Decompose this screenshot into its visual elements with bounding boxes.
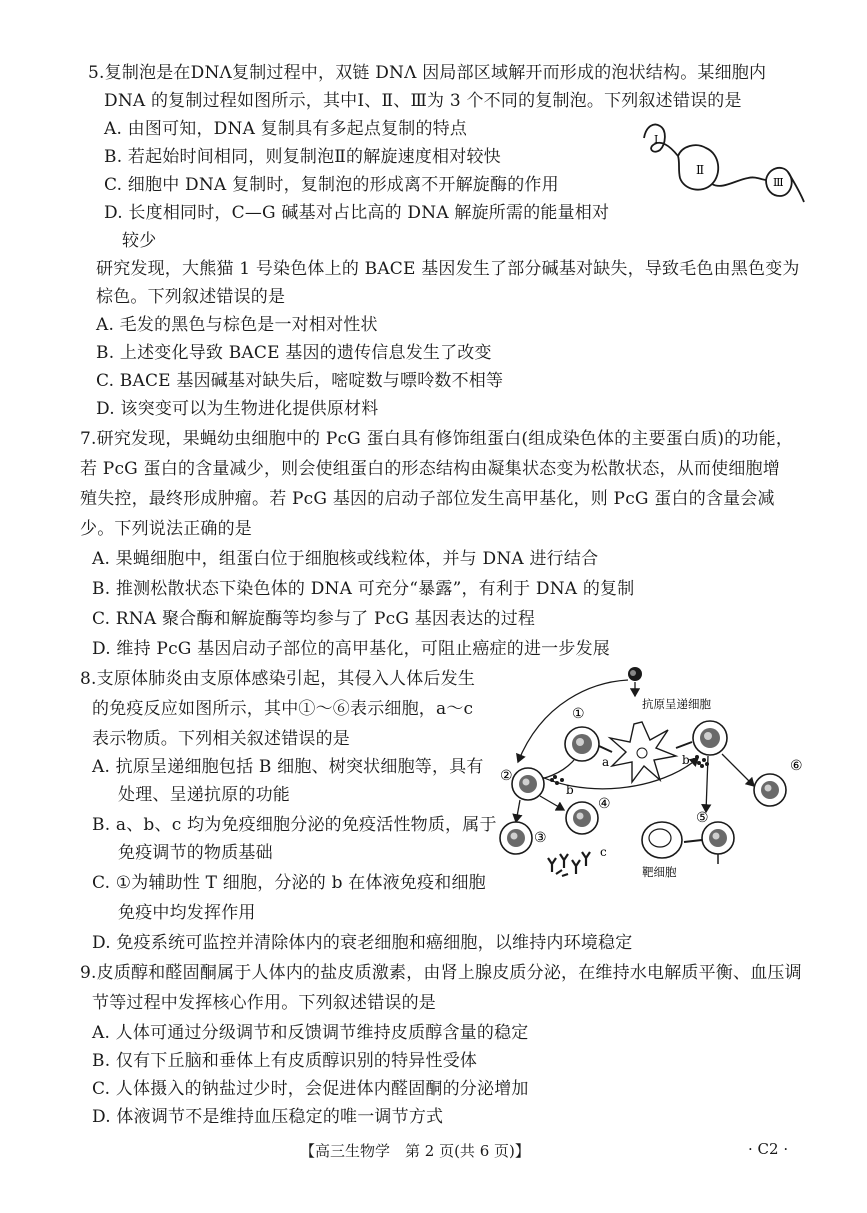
- dendritic-cell-icon: [610, 722, 676, 782]
- q9-stem-line1: 9.皮质醇和醛固酮属于人体内的盐皮质激素，由肾上腺皮质分泌，在维持水电解质平衡、血压调: [80, 963, 802, 983]
- plasma-cell-icon: [500, 822, 532, 854]
- q7-stem-line3: 殖失控，最终形成肿瘤。若 PcG 基因的启动子部位发生高甲基化，则 PcG 蛋白的含量会减: [80, 489, 775, 509]
- q7-option-a: A. 果蝇细胞中，组蛋白位于细胞核或线粒体，并与 DNA 进行结合: [92, 549, 599, 569]
- memory-t-cell-icon: [754, 774, 786, 806]
- q6-stem-line1: 研究发现，大熊猫 1 号染色体上的 BACE 基因发生了部分碱基对缺失，导致毛色由黑色变为: [96, 259, 800, 279]
- cell-label-1: ①: [572, 706, 585, 722]
- target-cell-icon: [642, 822, 682, 858]
- cytotoxic-t-cell-icon: [702, 822, 734, 854]
- substance-label-b-left: b: [566, 783, 574, 797]
- q6-option-b: B. 上述变化导致 BACE 基因的遗传信息发生了改变: [96, 343, 492, 363]
- q5-stem-line2: DNA 的复制过程如图所示，其中Ⅰ、Ⅱ、Ⅲ为 3 个不同的复制泡。下列叙述错误的是: [104, 91, 742, 111]
- q6-option-c: C. BACE 基因碱基对缺失后，嘧啶数与嘌呤数不相等: [96, 371, 504, 391]
- q8-stem-line2: 的免疫反应如图所示，其中①～⑥表示细胞，a～c: [92, 699, 474, 719]
- q5-option-b: B. 若起始时间相同，则复制泡Ⅱ的解旋速度相对较快: [104, 147, 501, 167]
- antibody-icon: [548, 852, 590, 876]
- receptor-link-2: [676, 742, 692, 748]
- bubble-label-3: Ⅲ: [773, 176, 784, 189]
- secreted-b-dots-right: [692, 755, 709, 768]
- q5-option-d-line1: D. 长度相同时，C—G 碱基对占比高的 DNA 解旋所需的能量相对: [104, 203, 610, 223]
- target-cell-label: 靶细胞: [642, 865, 677, 879]
- q8-option-a-line1: A. 抗原呈递细胞包括 B 细胞、树突状细胞等，具有: [92, 757, 484, 777]
- q8-stem-line1: 8.支原体肺炎由支原体感染引起，其侵入人体后发生: [80, 669, 476, 689]
- q9-stem-line2: 节等过程中发挥核心作用。下列叙述错误的是: [92, 993, 436, 1013]
- q7-option-b: B. 推测松散状态下染色体的 DNA 可充分“暴露”，有利于 DNA 的复制: [92, 579, 635, 599]
- cell-label-5: ⑤: [696, 810, 709, 826]
- footer-code: · C2 ·: [748, 1140, 789, 1158]
- q8-option-a-line2: 处理、呈递抗原的功能: [118, 785, 290, 805]
- q7-stem-line2: 若 PcG 蛋白的含量减少，则会使组蛋白的形态结构由凝集状态变为松散状态，从而使细胞增: [80, 459, 780, 479]
- q6-option-d: D. 该突变可以为生物进化提供原材料: [96, 399, 379, 419]
- q8-option-b-line1: B. a、b、c 均为免疫细胞分泌的免疫活性物质，属于: [92, 815, 497, 835]
- bubble-label-2: Ⅱ: [696, 163, 705, 177]
- footer-page-info: 【高三生物学 第 2 页(共 6 页)】: [300, 1142, 530, 1160]
- q9-option-d: D. 体液调节不是维持血压稳定的唯一调节方式: [92, 1107, 444, 1127]
- arrow-to-cell6: [722, 754, 754, 786]
- helper-t-cell-icon: [565, 727, 599, 761]
- q8-option-c-line1: C. ①为辅助性 T 细胞，分泌的 b 在体液免疫和细胞: [92, 873, 486, 893]
- q7-stem-line4: 少。下列说法正确的是: [80, 519, 252, 539]
- b-cell-icon: [512, 768, 544, 800]
- q9-option-b: B. 仅有下丘脑和垂体上有皮质醇识别的特异性受体: [92, 1051, 478, 1071]
- arrow-cell2-to-cell4: [540, 796, 564, 810]
- mycoplasma-icon: [628, 667, 642, 681]
- q8-option-b-line2: 免疫调节的物质基础: [118, 843, 273, 863]
- immune-response-diagram: [492, 662, 812, 890]
- arrow-cell2-to-cell3: [516, 800, 520, 822]
- q8-option-d: D. 免疫系统可监控并清除体内的衰老细胞和癌细胞，以维持内环境稳定: [92, 933, 633, 953]
- q5-option-d-line2: 较少: [122, 231, 157, 251]
- bubble-label-1: Ⅰ: [654, 133, 659, 146]
- cell-label-4: ④: [598, 796, 611, 812]
- q8-stem-line3: 表示物质。下列相关叙述错误的是: [92, 729, 350, 749]
- dna-strand-lines: [644, 125, 804, 203]
- apc-label: 抗原呈递细胞: [642, 697, 711, 711]
- q7-option-d: D. 维持 PcG 基因启动子部位的高甲基化，可阻止癌症的进一步发展: [92, 639, 610, 659]
- arrow-cell2-to-cell1b: [528, 758, 698, 789]
- receptor-link-target: [684, 840, 702, 842]
- q7-option-c: C. RNA 聚合酶和解旋酶等均参与了 PcG 基因表达的过程: [92, 609, 536, 629]
- cell-label-2: ②: [500, 768, 513, 784]
- page-footer: [0, 1138, 867, 1164]
- receptor-link-1: [599, 746, 612, 752]
- cell-label-3: ③: [534, 830, 547, 846]
- q6-stem-line2: 棕色。下列叙述错误的是: [96, 287, 286, 307]
- q6-option-a: A. 毛发的黑色与棕色是一对相对性状: [96, 315, 378, 335]
- substance-label-a: a: [602, 755, 610, 769]
- q5-option-a: A. 由图可知，DNA 复制具有多起点复制的特点: [104, 119, 468, 139]
- substance-label-b-right: b: [682, 753, 690, 767]
- replication-bubble-diagram: [640, 116, 808, 212]
- substance-label-c: c: [600, 845, 607, 859]
- q8-option-c-line2: 免疫中均发挥作用: [118, 903, 256, 923]
- q9-option-a: A. 人体可通过分级调节和反馈调节维持皮质醇含量的稳定: [92, 1023, 529, 1043]
- q9-option-c: C. 人体摄入的钠盐过少时，会促进体内醛固酮的分泌增加: [92, 1079, 529, 1099]
- cell-label-6: ⑥: [790, 758, 803, 774]
- q7-stem-line1: 7.研究发现，果蝇幼虫细胞中的 PcG 蛋白具有修饰组蛋白(组成染色体的主要蛋白质)的功能，: [80, 429, 794, 449]
- q5-stem-line1: 5.复制泡是在DNΛ复制过程中，双链 DNΛ 因局部区域解开而形成的泡状结构。某细胞内: [88, 63, 767, 83]
- right-t-cell-icon: [693, 721, 727, 755]
- q5-option-c: C. 细胞中 DNA 复制时，复制泡的形成离不开解旋酶的作用: [104, 175, 559, 195]
- memory-b-cell-icon: [566, 802, 598, 834]
